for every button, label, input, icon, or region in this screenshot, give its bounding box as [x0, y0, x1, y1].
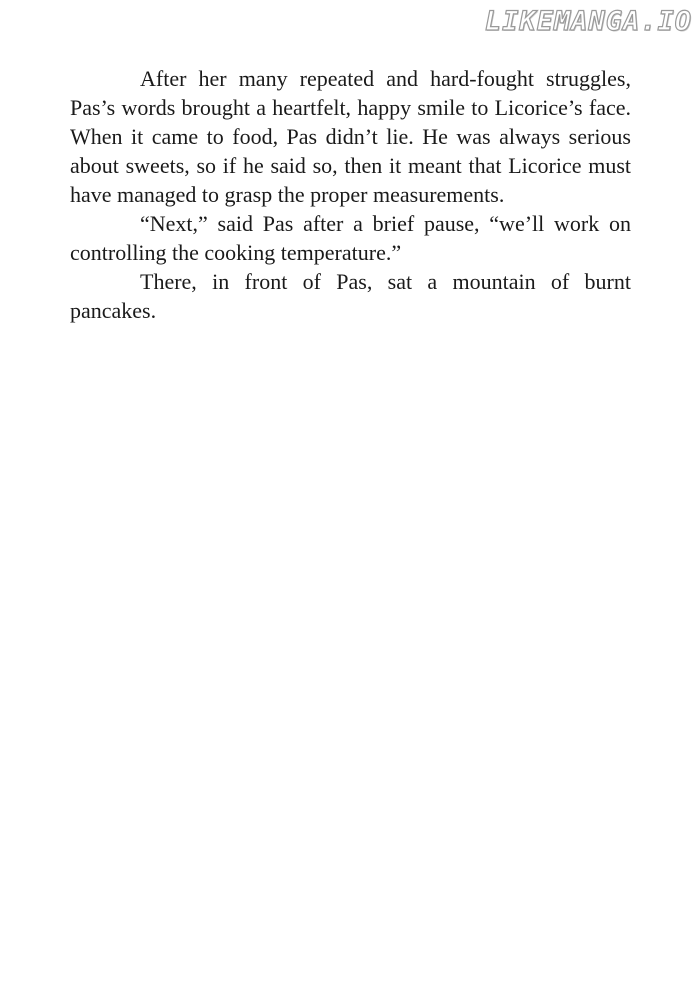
story-text [70, 64, 631, 325]
paragraph: “Next,” said Pas after a brief pause, “we’ll work on controlling the cooking temperature.” [70, 211, 631, 265]
watermark-logo: LIKEMANGA.IO [484, 6, 692, 37]
paragraph: There, in front of Pas, sat a mountain of burnt pancakes. [70, 269, 631, 323]
paragraph: After her many repeated and hard-fought struggles, Pas’s words brought a heartfelt, happy smile to Licorice’s face. When it came to food, Pas didn’t lie. He was always serious about sweets, so if he said so, then it meant that Licorice must have managed to grasp the proper measurements. [70, 66, 631, 207]
